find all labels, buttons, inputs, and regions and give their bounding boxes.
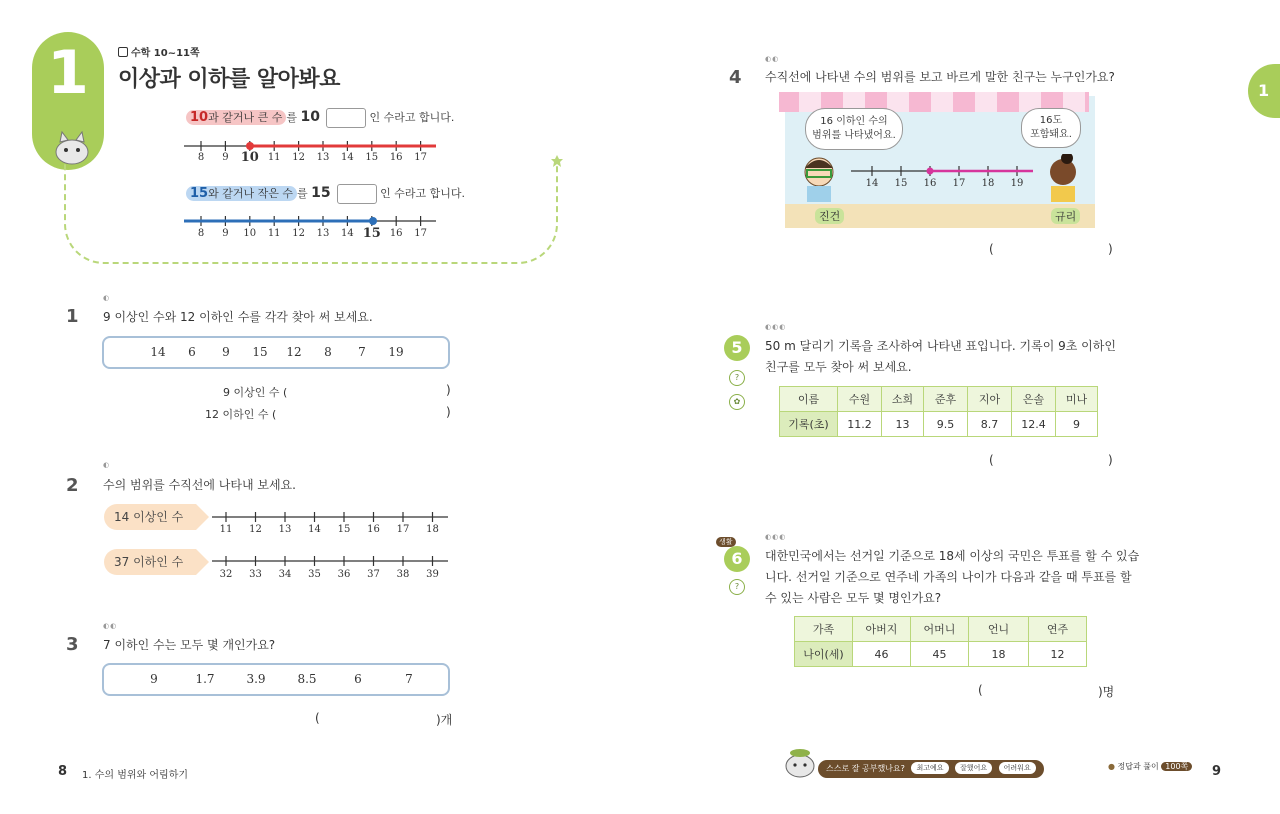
left-chapter-title: 1. 수의 범위와 어림하기 [82,770,189,781]
q4-close-paren: ) [1108,242,1113,256]
tick-label: 9 [222,152,229,163]
tick-label: 8 [197,228,205,239]
q2-tag-above: 14 이상인 수 [104,504,196,530]
list-item: 7 [358,345,366,359]
list-item: 9 [222,345,230,359]
list-item: 8.5 [297,672,317,686]
tick-label: 17 [414,228,427,239]
right-page-number: 9 [1212,764,1222,779]
q3-open-paren: ( [315,711,320,725]
answer-reference-page: 100쪽 [1161,762,1192,771]
tick-label: 16 [389,152,403,163]
q1-answer2-input[interactable] [280,405,440,419]
q1-answer1-label: 9 이상인 수 ( [223,386,288,399]
self-check-text: 스스로 잘 공부했나요? [826,764,905,773]
table-cell: 9.5 [924,412,968,437]
gear-icon: ✿ [729,394,745,410]
q2-number-line-2[interactable] [210,552,450,570]
q5-record-table [779,386,1098,437]
q4-speech-bubble-1: 16 이하인 수의 범위를 나타냈어요. [805,108,903,150]
list-item: 3.9 [246,672,266,686]
q4-point [927,168,934,175]
table-cell: 12.4 [1012,412,1056,437]
q6-text-line2: 니다. 선거일 기준으로 연주네 가족의 나이가 다음과 같을 때 투표를 할 [765,570,1132,584]
tick-label: 38 [396,569,410,580]
table-cell: 연주 [1029,617,1087,642]
tick-label: 18 [981,178,995,189]
concept-below-number: 15 [311,185,331,201]
concept-above-labels [180,152,440,166]
q6-text-line3: 수 있는 사람은 모두 몇 명인가요? [765,591,942,605]
star-icon [550,154,564,168]
tick-label: 19 [1010,178,1024,189]
table-row [780,387,1098,412]
tick-label: 14 [865,178,879,189]
list-item: 6 [188,345,196,359]
tick-label: 17 [952,178,966,189]
q6-close-paren: )명 [1098,685,1115,699]
list-item: 8 [324,345,332,359]
table-cell: 45 [911,642,969,667]
tick-label: 12 [292,228,305,239]
level-icon: ◐◐◐ [765,533,787,541]
table-cell: 언니 [969,617,1029,642]
tick-label: 15 [362,226,381,241]
concept-below-point [369,217,377,225]
checkbox-icon [118,47,128,57]
self-check-bar [818,760,1044,778]
table-cell: 이름 [780,387,838,412]
tick-label: 11 [267,152,281,163]
answer-reference [1108,761,1192,772]
q5-open-paren: ( [989,453,994,467]
q3-close-paren: )개 [436,713,453,727]
level-icon: ◐◐ [765,55,780,63]
list-item: 12 [286,345,302,359]
boy-illustration [799,154,839,202]
concept-below-text: 15와 같거나 작은 수 를 15 인 수라고 합니다. [186,184,465,204]
tick-label: 16 [389,228,403,239]
concept-above-number: 10 [300,109,320,125]
q1-answer2-label: 12 이하인 수 ( [205,408,277,421]
left-page-number: 8 [58,764,68,779]
q4-labels [849,178,1035,192]
concept-above-text: 10과 같거나 큰 수 를 10 인 수라고 합니다. [186,108,454,128]
girl-illustration [1043,154,1083,202]
self-check-option-good[interactable]: 잘했어요 [955,762,992,774]
tick-label: 33 [249,569,262,580]
tick-label: 39 [426,569,439,580]
q4-name-2: 규리 [1051,208,1080,224]
q6-age-table [794,616,1087,667]
tick-label: 13 [316,228,330,239]
list-item: 1.7 [195,672,215,686]
chapter-side-tab: 1 [1248,64,1280,118]
level-icon: ◐ [103,294,111,302]
concept-above-highlight: 10과 같거나 큰 수 [186,110,286,125]
tick-label: 13 [316,152,330,163]
q4-text: 수직선에 나타낸 수의 범위를 보고 바르게 말한 친구는 누구인가요? [765,70,1115,84]
lesson-title: 이상과 이하를 알아봐요 [118,67,340,92]
tick-label: 16 [367,524,380,535]
tick-label: 15 [365,152,379,163]
tick-label: 36 [337,569,351,580]
q4-speech-bubble-2: 16도 포함돼요. [1021,108,1081,148]
concept-below-highlight: 15와 같거나 작은 수 [186,186,297,201]
q4-name-1: 진건 [815,208,844,224]
tick-label: 14 [341,152,354,163]
table-cell: 13 [882,412,924,437]
q6-text-line1: 대한민국에서는 선거일 기준으로 18세 이상의 국민은 투표를 할 수 있습 [765,549,1140,563]
tick-label: 16 [923,178,937,189]
q5-number: 5 [724,335,750,361]
level-icon: ◐◐ [103,622,118,630]
q1-text: 9 이상인 수와 12 이하인 수를 각각 찾아 써 보세요. [103,310,373,324]
table-cell: 소희 [882,387,924,412]
table-cell: 가족 [795,617,853,642]
list-item: 6 [354,672,362,686]
q1-number-box [102,336,450,369]
answer-reference-text: 정답과 풀이 [1117,762,1159,771]
level-icon: ◐◐◐ [765,323,787,331]
q3-number-box [102,663,450,696]
table-cell: 나이(세) [795,642,853,667]
lesson-number: 1 [47,38,89,108]
concept-below-labels [180,228,440,242]
table-cell: 기록(초) [780,412,838,437]
table-cell: 지아 [968,387,1012,412]
tick-label: 35 [308,569,321,580]
q3-text: 7 이하인 수는 모두 몇 개인가요? [103,638,276,652]
table-cell: 수원 [838,387,882,412]
q5-answer-input[interactable] [1000,453,1100,467]
table-cell: 46 [853,642,911,667]
q2-text: 수의 범위를 수직선에 나타내 보세요. [103,478,296,492]
tick-label: 9 [222,228,229,239]
acorn-icon: ● [1108,762,1115,771]
tick-label: 37 [367,569,380,580]
q5-close-paren: ) [1108,453,1113,467]
tick-label: 13 [278,524,292,535]
table-cell: 은솔 [1012,387,1056,412]
level-icon: ◐ [103,461,111,469]
q6-answer-input[interactable] [990,683,1095,697]
table-cell: 8.7 [968,412,1012,437]
table-cell: 12 [1029,642,1087,667]
tick-label: 14 [341,228,354,239]
table-cell: 아버지 [853,617,911,642]
q5-text-line1: 50 m 달리기 기록을 조사하여 나타낸 표입니다. 기록이 9초 이하인 [765,339,1116,353]
self-check-option-hard[interactable]: 어려워요 [999,762,1036,774]
q2-number: 2 [66,475,79,496]
list-item: 15 [252,345,268,359]
q1-answer2-close: ) [446,405,451,419]
q4-illustration [785,96,1095,228]
table-cell: 미나 [1056,387,1098,412]
q2-labels-1 [210,524,450,538]
q3-answer-input[interactable] [325,711,435,725]
tick-label: 8 [197,152,205,163]
table-cell: 어머니 [911,617,969,642]
tick-label: 11 [219,524,233,535]
tick-label: 14 [308,524,321,535]
tick-label: 15 [337,524,351,535]
q5-text-line2: 친구를 모두 찾아 써 보세요. [765,360,912,374]
tick-label: 15 [894,178,908,189]
table-row [795,617,1087,642]
lesson-reference-text: 수학 10~11쪽 [131,48,200,59]
tick-label: 10 [240,150,259,165]
q1-answer1-input[interactable] [280,383,440,397]
thinking-icon: ? [729,370,745,386]
list-item: 19 [388,345,404,359]
cat-illustration [46,128,98,168]
tick-label: 17 [396,524,410,535]
table-row [780,412,1098,437]
thinking-icon: ? [729,579,745,595]
tick-label: 17 [414,152,427,163]
table-cell: 18 [969,642,1029,667]
concept-above-blank[interactable] [326,108,366,128]
list-item: 7 [405,672,413,686]
q2-labels-2 [210,569,450,583]
tick-label: 34 [278,569,292,580]
concept-below-blank[interactable] [337,184,377,204]
q3-number: 3 [66,634,79,655]
q6-open-paren: ( [978,683,983,697]
tick-label: 32 [219,569,233,580]
tick-label: 12 [292,152,305,163]
list-item: 9 [150,672,158,686]
q6-number: 6 [724,546,750,572]
q1-answer1-close: ) [446,383,451,397]
self-check-option-best[interactable]: 최고예요 [911,762,948,774]
list-item: 14 [150,345,166,359]
tick-label: 11 [267,228,281,239]
q6-badge: 생활 [716,537,736,547]
q1-number: 1 [66,306,79,327]
lesson-reference [118,44,200,59]
tick-label: 18 [426,524,439,535]
q4-open-paren: ( [989,242,994,256]
table-cell: 11.2 [838,412,882,437]
table-cell: 준후 [924,387,968,412]
tick-label: 10 [243,228,257,239]
concept-above-point [246,142,254,150]
q2-tag-below: 37 이하인 수 [104,549,196,575]
tick-label: 12 [249,524,262,535]
cat-mascot-icon [782,746,818,780]
table-row [795,642,1087,667]
q4-answer-input[interactable] [1000,242,1100,256]
table-cell: 9 [1056,412,1098,437]
q4-number: 4 [729,67,742,88]
